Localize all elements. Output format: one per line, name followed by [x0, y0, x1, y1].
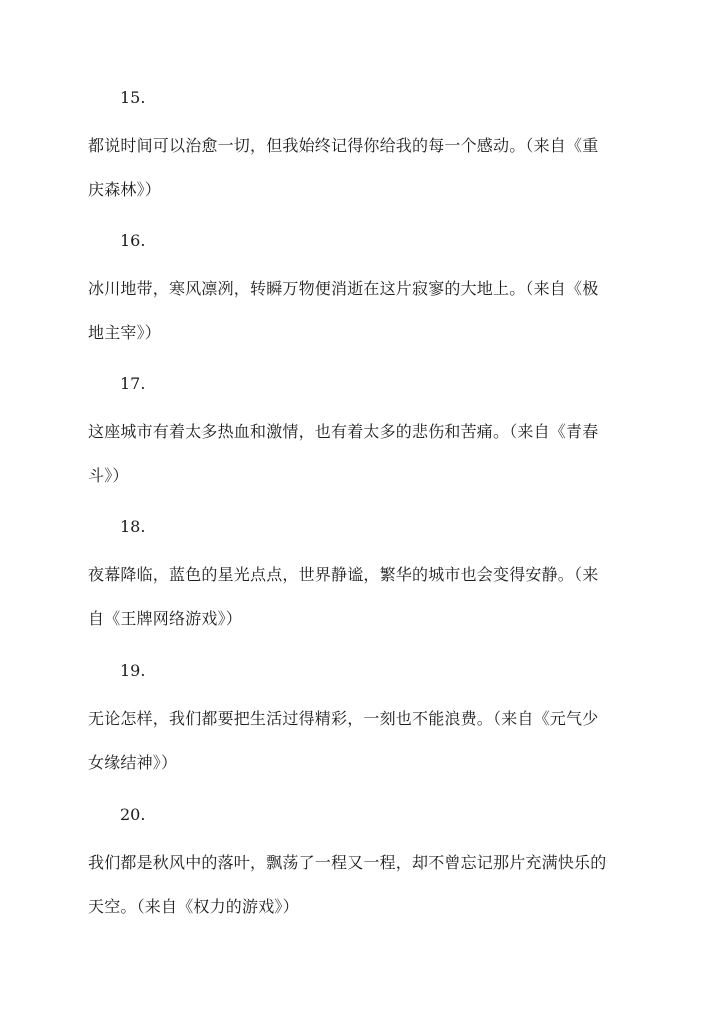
- quote-text: [88, 841, 648, 929]
- quote-entry-16: [88, 231, 648, 355]
- quote-line: 无论怎样，我们都要把生活过得精彩，一刻也不能浪费。（来自《元气少: [88, 709, 599, 728]
- quote-line: 冰川地带，寒风凛冽，转瞬万物便消逝在这片寂寥的大地上。（来自《极: [88, 279, 599, 298]
- quote-line: 我们都是秋风中的落叶，飘荡了一程又一程，却不曾忘记那片充满快乐的: [88, 853, 607, 872]
- quote-text: [88, 267, 648, 355]
- quote-line: 都说时间可以治愈一切，但我始终记得你给我的每一个感动。（来自《重: [88, 136, 599, 155]
- quote-text: [88, 553, 648, 641]
- entry-number: 16.: [120, 231, 146, 250]
- quote-line: 夜幕降临，蓝色的星光点点，世界静谧，繁华的城市也会变得安静。（来: [88, 565, 599, 584]
- quote-line: 庆森林》）: [88, 180, 162, 199]
- quote-line: 自《王牌网络游戏》）: [88, 609, 243, 628]
- quote-text: [88, 410, 648, 498]
- quote-entry-15: [88, 88, 648, 212]
- quote-entry-20: [88, 805, 648, 929]
- entry-number: 15.: [120, 88, 146, 107]
- quote-entry-19: [88, 661, 648, 785]
- entry-number: 18.: [120, 517, 146, 536]
- quote-text: [88, 124, 648, 212]
- quote-text: [88, 697, 648, 785]
- entry-number: 20.: [120, 805, 146, 824]
- quote-line: 天空。（来自《权力的游戏》）: [88, 897, 299, 916]
- quote-line: 地主宰》）: [88, 323, 162, 342]
- quote-entry-17: [88, 374, 648, 498]
- quote-line: 斗》）: [88, 466, 129, 485]
- quote-entry-18: [88, 517, 648, 641]
- quote-line: 女缘结神》）: [88, 753, 178, 772]
- quote-line: 这座城市有着太多热血和激情，也有着太多的悲伤和苦痛。（来自《青春: [88, 422, 599, 441]
- entry-number: 17.: [120, 374, 146, 393]
- entry-number: 19.: [120, 661, 146, 680]
